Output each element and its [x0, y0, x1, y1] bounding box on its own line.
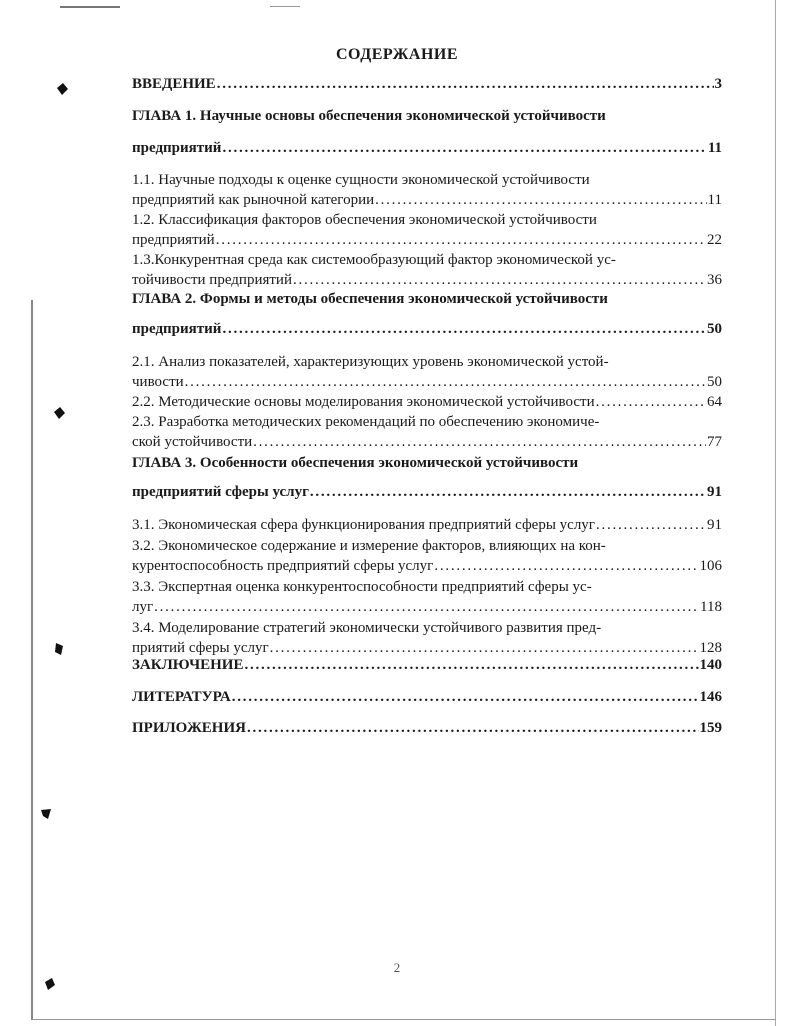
toc-section-3-4[interactable]	[132, 618, 722, 658]
toc-leader	[596, 392, 706, 412]
toc-label: предприятий сферы услуг	[132, 484, 309, 500]
toc-section-1-1[interactable]	[132, 170, 722, 210]
toc-label: ской устойчивости	[132, 434, 253, 450]
toc-page: 3	[714, 76, 722, 92]
toc-chapter-title: ГЛАВА 2. Формы и методы обеспечения экономической устойчивости	[132, 291, 608, 307]
toc-section-3-3[interactable]	[132, 577, 722, 617]
toc-page: 64	[707, 394, 722, 410]
toc-leader	[185, 372, 706, 392]
toc-label: 2.2. Методические основы моделирования экономической устойчивости	[132, 394, 595, 410]
toc-chapter-title: ГЛАВА 1. Научные основы обеспечения экономической устойчивости	[132, 108, 606, 124]
scan-edge	[60, 6, 120, 8]
toc-section-1-2[interactable]	[132, 210, 722, 250]
toc-page: 22	[707, 232, 722, 248]
toc-chapter-2-line2[interactable]	[132, 321, 722, 338]
toc-section-title: 3.2. Экономическое содержание и измерение факторов, влияющих на кон-	[132, 538, 606, 554]
toc-leader	[232, 689, 699, 706]
toc-chapter-1-line2[interactable]	[132, 140, 722, 157]
toc-leader	[434, 556, 698, 576]
toc-label: предприятий	[132, 321, 222, 337]
toc-entry-appendix[interactable]	[132, 720, 722, 737]
toc-leader	[247, 720, 699, 737]
toc-leader	[375, 190, 706, 210]
toc-page: 36	[707, 272, 722, 288]
toc-label: 3.1. Экономическая сфера функционирования предприятий сферы услуг	[132, 517, 595, 533]
toc-section-title: 2.3. Разработка методических рекомендаций по обеспечению экономиче-	[132, 414, 600, 430]
toc-chapter-1[interactable]	[132, 108, 722, 125]
scan-edge	[31, 300, 33, 1020]
toc-section-title: 2.1. Анализ показателей, характеризующих уровень экономической устой-	[132, 354, 609, 370]
toc-leader	[222, 140, 706, 157]
scan-edge	[32, 1019, 776, 1020]
toc-leader	[253, 432, 706, 452]
toc-page: 77	[707, 434, 722, 450]
page-number: 2	[393, 960, 401, 975]
toc-page: 106	[699, 558, 722, 574]
toc-label: курентоспособность предприятий сферы услуг	[132, 558, 434, 574]
toc-label: тойчивости предприятий	[132, 272, 292, 288]
toc-section-3-1[interactable]	[132, 515, 722, 535]
toc-leader	[293, 270, 706, 290]
toc-chapter-3[interactable]	[132, 455, 722, 472]
toc-page: 146	[699, 689, 722, 705]
toc-page: 118	[700, 599, 722, 615]
toc-section-1-3[interactable]	[132, 250, 722, 290]
toc-chapter-3-line2[interactable]	[132, 484, 722, 501]
toc-page: 140	[699, 657, 722, 673]
toc-section-2-3[interactable]	[132, 412, 722, 452]
toc-label: приятий сферы услуг	[132, 640, 269, 656]
toc-page: 91	[707, 517, 722, 533]
toc-section-title: 1.3.Конкурентная среда как системообразующий фактор экономической ус-	[132, 252, 616, 268]
toc-section-title: 1.2. Классификация факторов обеспечения экономической устойчивости	[132, 212, 597, 228]
toc-page: 159	[699, 720, 722, 736]
toc-label: чивости	[132, 374, 184, 390]
toc-label: ЗАКЛЮЧЕНИЕ	[132, 657, 244, 673]
toc-entry-literature[interactable]	[132, 689, 722, 706]
toc-label: луг	[132, 599, 154, 615]
toc-page: 50	[707, 321, 722, 337]
toc-section-title: 1.1. Научные подходы к оценке сущности экономической устойчивости	[132, 172, 590, 188]
toc-section-title: 3.4. Моделирование стратегий экономически устойчивого развития пред-	[132, 620, 602, 636]
toc-page: 128	[699, 640, 722, 656]
scan-edge	[270, 6, 300, 7]
toc-leader	[244, 657, 698, 674]
page-title: СОДЕРЖАНИЕ	[335, 46, 459, 63]
toc-leader	[270, 638, 699, 658]
toc-chapter-2[interactable]	[132, 291, 722, 308]
toc-label: ВВЕДЕНИЕ	[132, 76, 216, 92]
toc-page: 11	[707, 140, 722, 156]
scan-edge	[775, 0, 776, 1026]
toc-chapter-title: ГЛАВА 3. Особенности обеспечения экономической устойчивости	[132, 455, 579, 471]
toc-section-title: 3.3. Экспертная оценка конкурентоспособности предприятий сферы ус-	[132, 579, 592, 595]
toc-page: 50	[707, 374, 722, 390]
toc-label: ЛИТЕРАТУРА	[132, 689, 231, 705]
toc-label: предприятий	[132, 232, 215, 248]
toc-section-2-2[interactable]	[132, 392, 722, 412]
toc-leader	[596, 515, 706, 535]
toc-leader	[222, 321, 706, 338]
toc-leader	[217, 76, 714, 93]
toc-leader	[154, 597, 699, 617]
toc-entry-intro[interactable]	[132, 76, 722, 93]
toc-section-3-2[interactable]	[132, 536, 722, 576]
toc-label: предприятий как рыночной категории	[132, 192, 375, 208]
toc-entry-conclusion[interactable]	[132, 657, 722, 674]
toc-page: 11	[707, 192, 722, 208]
toc-page: 91	[707, 484, 722, 500]
toc-leader	[216, 230, 706, 250]
toc-section-2-1[interactable]	[132, 352, 722, 392]
toc-label: предприятий	[132, 140, 222, 156]
toc-label: ПРИЛОЖЕНИЯ	[132, 720, 246, 736]
toc-leader	[310, 484, 706, 501]
